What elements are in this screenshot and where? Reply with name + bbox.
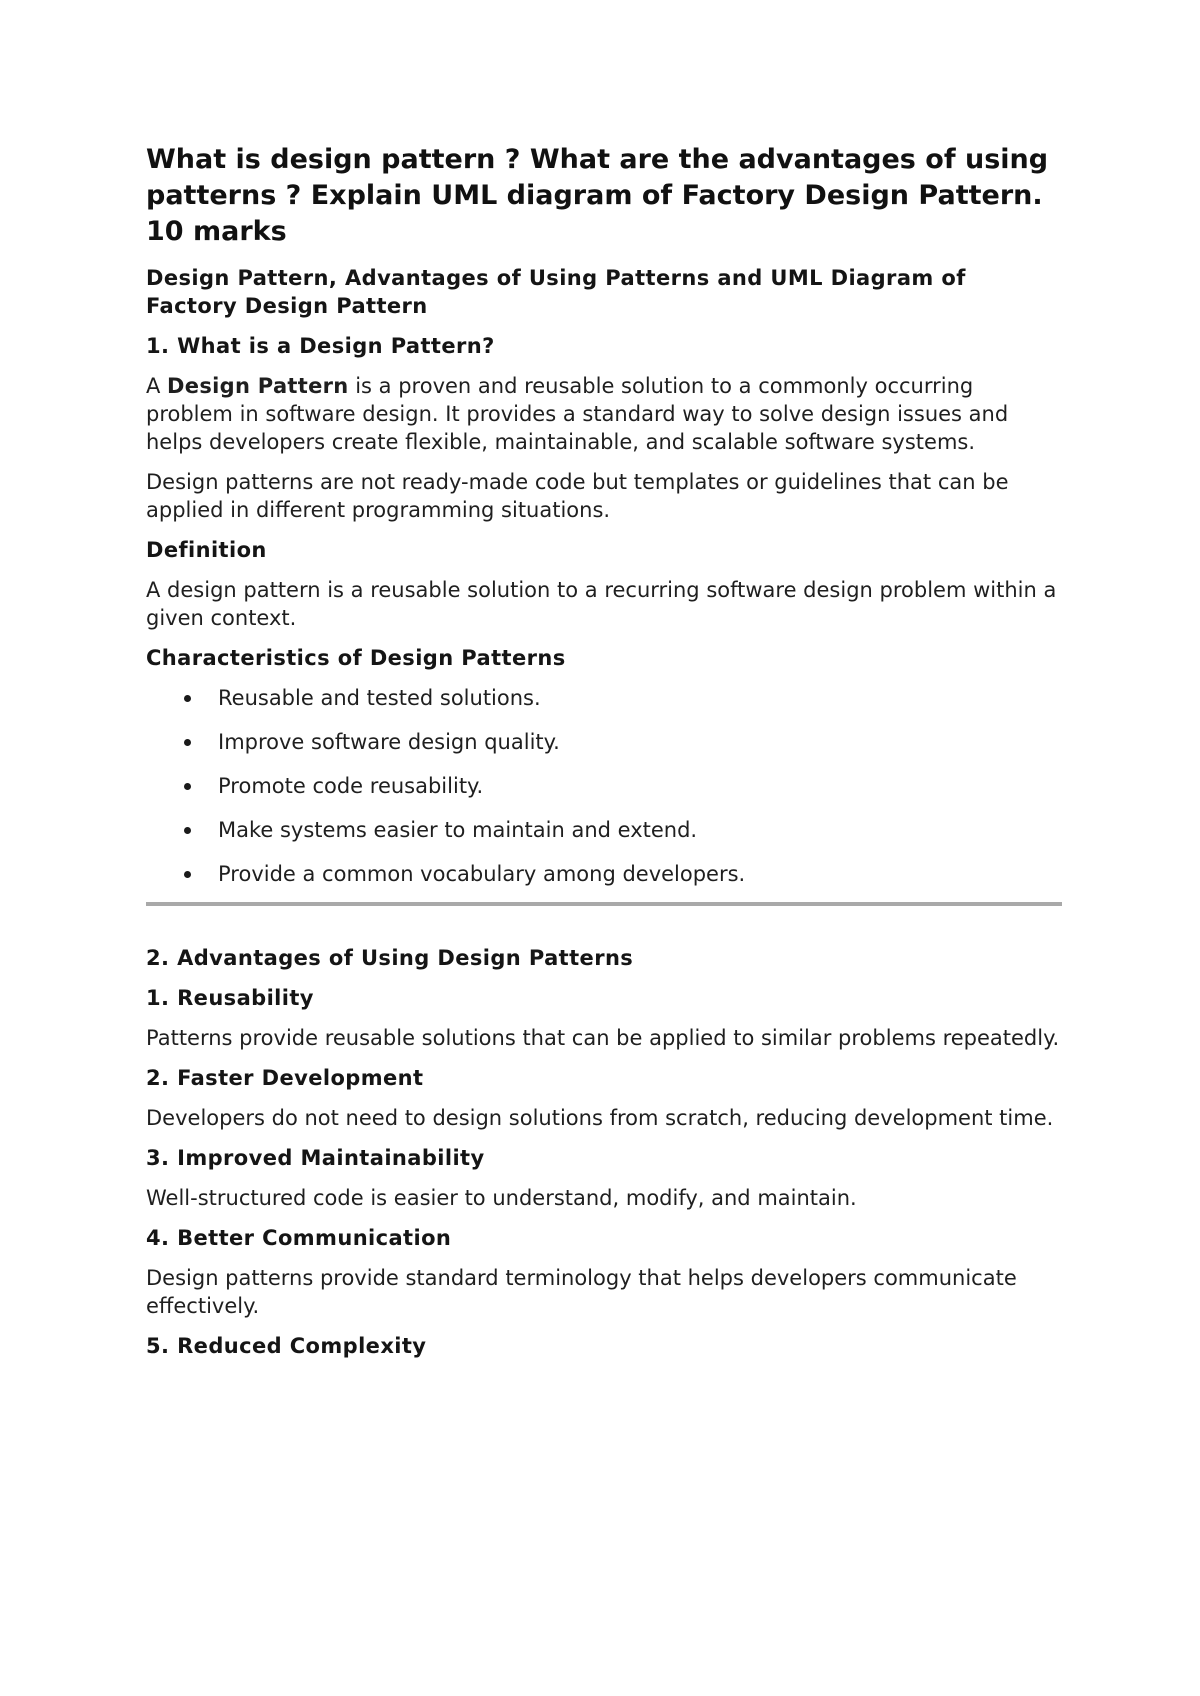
list-item [146, 684, 1062, 712]
advantage-text-faster-development: Developers do not need to design solutions from scratch, reducing development time. [146, 1106, 1054, 1130]
intro-paragraph [146, 372, 1062, 456]
advantage-text-communication: Design patterns provide standard terminology that helps developers communicate effectively. [146, 1266, 1017, 1318]
intro-bold-term: Design Pattern [167, 374, 349, 398]
advantage-heading-communication: 4. Better Communication [146, 1226, 452, 1250]
document-page [146, 142, 1062, 1372]
section-heading-advantages: 2. Advantages of Using Design Patterns [146, 946, 634, 970]
bullet-icon [184, 739, 191, 746]
bullet-icon [184, 871, 191, 878]
horizontal-divider [146, 902, 1062, 906]
advantage-heading-reusability: 1. Reusability [146, 986, 314, 1010]
list-item-text: Reusable and tested solutions. [218, 686, 541, 710]
list-item-text: Provide a common vocabulary among developers. [218, 862, 746, 886]
document-title: What is design pattern ? What are the advantages of using patterns ? Explain UML diagram of Factory Design Pattern. 10 marks [146, 144, 1049, 247]
section-heading-what-is-design-pattern: 1. What is a Design Pattern? [146, 334, 495, 358]
advantage-text-reusability: Patterns provide reusable solutions that can be applied to similar problems repeatedly. [146, 1026, 1060, 1050]
intro-rest: is a proven and reusable solution to a commonly occurring problem in software design. It provides a standard way to solve design issues and helps developers create flexible, maintainable, and scalable software systems. [146, 374, 1009, 454]
list-item-text: Improve software design quality. [218, 730, 560, 754]
definition-heading: Definition [146, 538, 267, 562]
characteristics-heading: Characteristics of Design Patterns [146, 646, 566, 670]
list-item-text: Promote code reusability. [218, 774, 484, 798]
list-item [146, 816, 1062, 844]
list-item-text: Make systems easier to maintain and extend. [218, 818, 698, 842]
bullet-icon [184, 695, 191, 702]
bullet-icon [184, 827, 191, 834]
advantage-heading-reduced-complexity: 5. Reduced Complexity [146, 1334, 427, 1358]
advantage-heading-maintainability: 3. Improved Maintainability [146, 1146, 485, 1170]
advantage-text-maintainability: Well-structured code is easier to understand, modify, and maintain. [146, 1186, 857, 1210]
list-item [146, 860, 1062, 888]
document-subtitle: Design Pattern, Advantages of Using Patterns and UML Diagram of Factory Design Pattern [146, 266, 966, 318]
characteristics-list [146, 684, 1062, 888]
templates-paragraph: Design patterns are not ready-made code but templates or guidelines that can be applied in different programming situations. [146, 470, 1009, 522]
intro-lead: A [146, 374, 168, 398]
list-item [146, 772, 1062, 800]
list-item [146, 728, 1062, 756]
advantage-heading-faster-development: 2. Faster Development [146, 1066, 424, 1090]
definition-text: A design pattern is a reusable solution to a recurring software design problem within a given context. [146, 578, 1057, 630]
bullet-icon [184, 783, 191, 790]
